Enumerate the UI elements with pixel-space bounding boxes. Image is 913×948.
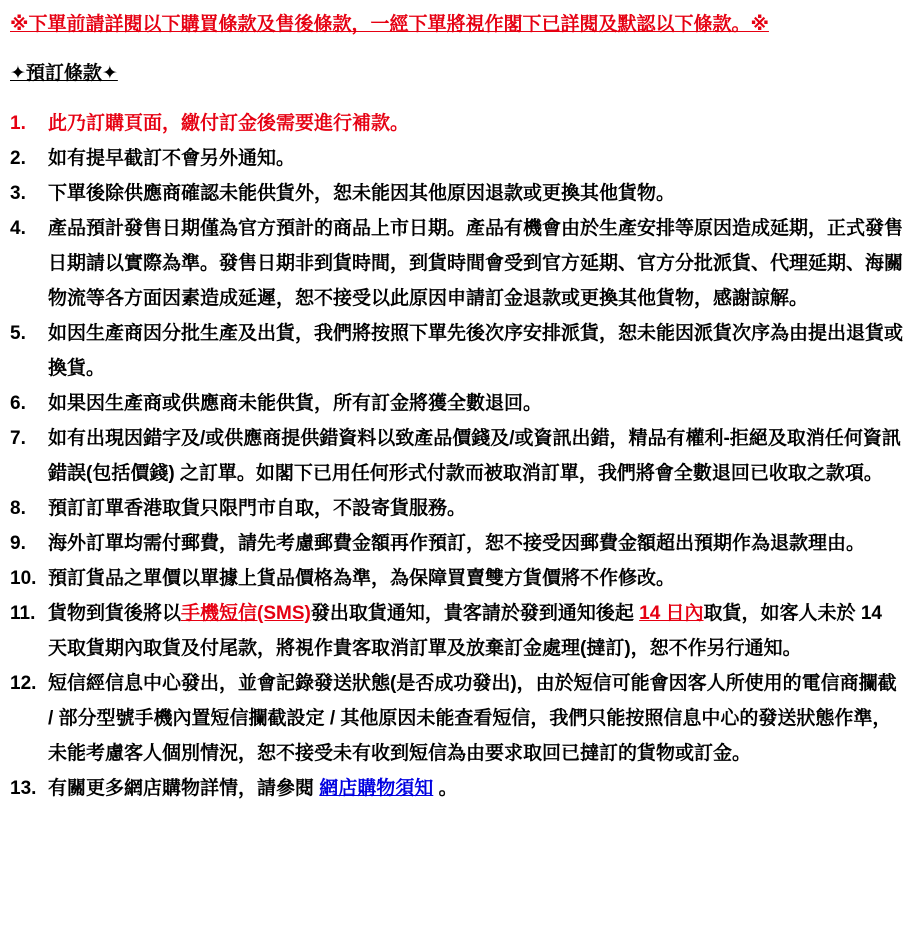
list-item [10, 771, 903, 806]
list-item [10, 106, 903, 141]
text-segment: 貨物到貨後將以 [48, 603, 182, 625]
text-segment: 短信經信息中心發出，並會記錄發送狀態(是否成功發出)，由於短信可能會因客人所使用的電信商攔截 / 部分型號手機內置短信攔截設定 / 其他原因未能查看短信，我們只能按照信息中心的發送狀態作準，未能考慮客人個別情況，恕不接受未有收到短信為由要求取回已撻訂的貨物或訂金。 [48, 673, 897, 765]
item-text [48, 176, 903, 211]
text-segment: 產品預計發售日期僅為官方預計的商品上市日期。產品有機會由於生產安排等原因造成延期，正式發售日期請以實際為準。發售日期非到貨時間，到貨時間會受到官方延期、官方分批派貨、代理延期、海關物流等各方面因素造成延遲，恕不接受以此原因申請訂金退款或更換其他貨物，感謝諒解。 [48, 218, 904, 310]
text-segment: 如果因生產商或供應商未能供貨，所有訂金將獲全數退回。 [48, 393, 543, 415]
highlight-red-text: 14 日內 [639, 603, 704, 625]
list-item [10, 211, 903, 316]
text-segment: 此乃訂購頁面，繳付訂金後需要進行補款。 [48, 113, 410, 135]
item-number: 2. [10, 148, 26, 170]
item-text [48, 386, 903, 421]
list-item [10, 141, 903, 176]
list-item [10, 316, 903, 386]
item-text [48, 561, 903, 596]
item-text [48, 316, 903, 386]
list-item [10, 491, 903, 526]
text-segment: 如有提早截訂不會另外通知。 [48, 148, 296, 170]
item-number: 1. [10, 113, 26, 135]
item-number: 5. [10, 323, 26, 345]
shop-guide-link[interactable]: 網店購物須知 [319, 778, 434, 800]
text-segment: 取貨，如客人未於 14 天取貨期內取貨及付尾款，將視作貴客取消訂單及放棄訂金處理(撻訂)，恕不作另行通知。 [48, 603, 882, 660]
text-segment: 。 [433, 778, 458, 800]
item-text [48, 141, 903, 176]
item-text [48, 106, 903, 141]
item-text [48, 491, 903, 526]
terms-list [10, 106, 903, 806]
item-text [48, 666, 903, 771]
text-segment: 預訂訂單香港取貨只限門市自取，不設寄貨服務。 [48, 498, 467, 520]
item-number: 4. [10, 218, 26, 240]
text-segment: 有關更多網店購物詳情，請參閱 [48, 778, 320, 800]
item-number: 10. [10, 568, 37, 590]
text-segment: 如因生產商因分批生產及出貨，我們將按照下單先後次序安排派貨，恕未能因派貨次序為由提出退貨或換貨。 [48, 323, 904, 380]
section-heading-preorder-terms: ✦預訂條款✦ [10, 62, 118, 84]
item-number: 13. [10, 778, 37, 800]
item-number: 7. [10, 428, 26, 450]
item-number: 11. [10, 603, 36, 625]
item-text [48, 771, 903, 806]
list-item [10, 526, 903, 561]
list-item [10, 666, 903, 771]
list-item [10, 176, 903, 211]
item-number: 3. [10, 183, 26, 205]
item-text [48, 596, 903, 666]
item-text [48, 526, 903, 561]
list-item [10, 561, 903, 596]
page-title: ※下單前請詳閱以下購買條款及售後條款，一經下單將視作閣下已詳閱及默認以下條款。※ [10, 14, 769, 35]
item-text [48, 421, 903, 491]
list-item [10, 386, 903, 421]
item-text [48, 211, 903, 316]
text-segment: 海外訂單均需付郵費，請先考慮郵費金額再作預訂，恕不接受因郵費金額超出預期作為退款理由。 [48, 533, 866, 555]
text-segment: 如有出現因錯字及/或供應商提供錯資料以致產品價錢及/或資訊出錯，精品有權利-拒絕及取消任何資訊錯誤(包括價錢) 之訂單。如閣下已用任何形式付款而被取消訂單，我們將會全數退回已收取之款項。 [48, 428, 901, 485]
item-number: 8. [10, 498, 26, 520]
item-number: 9. [10, 533, 26, 555]
item-number: 6. [10, 393, 26, 415]
item-number: 12. [10, 673, 37, 695]
highlight-red-text: 手機短信(SMS) [181, 603, 311, 625]
text-segment: 下單後除供應商確認未能供貨外，恕未能因其他原因退款或更換其他貨物。 [48, 183, 676, 205]
text-segment: 發出取貨通知，貴客請於發到通知後起 [310, 603, 640, 625]
list-item [10, 596, 903, 666]
list-item [10, 421, 903, 491]
text-segment: 預訂貨品之單價以單據上貨品價格為準，為保障買賣雙方貨價將不作修改。 [48, 568, 676, 590]
